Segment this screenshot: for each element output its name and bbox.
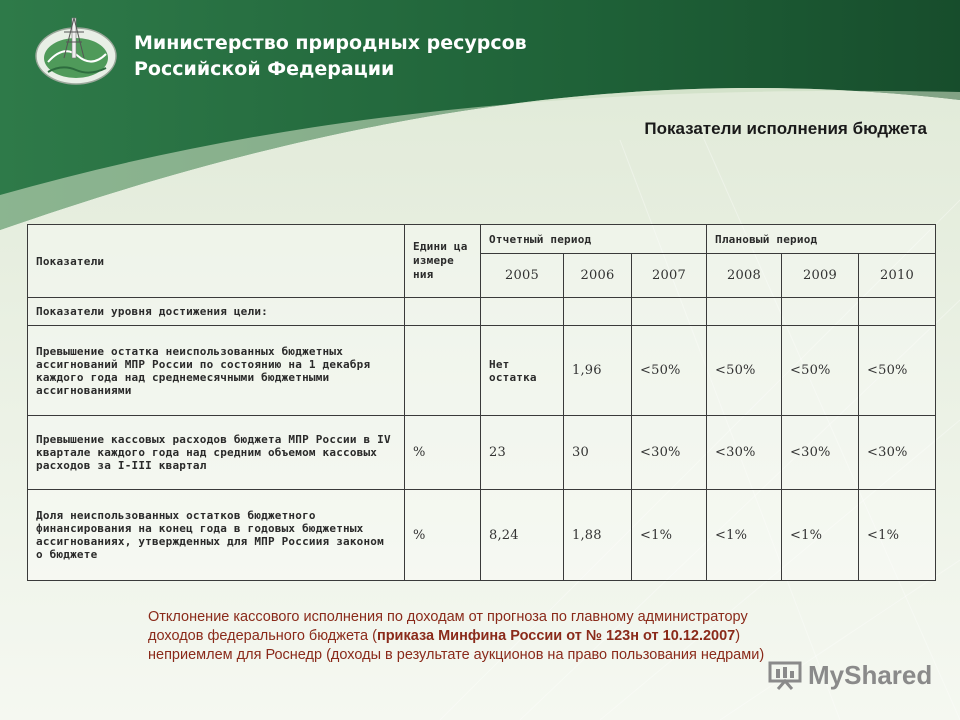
note-line3: неприемлем для Роснедр (доходы в результате аукционов на право пользования недрами) xyxy=(148,647,765,663)
value-cell: <1% xyxy=(782,490,859,581)
value-cell: 30 xyxy=(564,416,632,490)
table-row xyxy=(28,416,936,490)
year-cell: 2009 xyxy=(782,254,859,298)
ministry-name xyxy=(134,30,527,82)
note-order-reference: приказа Минфина России от № 123н от 10.12.2007 xyxy=(376,628,736,644)
row-unit: % xyxy=(405,416,481,490)
value-cell: 23 xyxy=(481,416,564,490)
value-cell: <30% xyxy=(859,416,936,490)
year-cell: 2008 xyxy=(707,254,782,298)
section-row xyxy=(28,298,936,326)
value-cell: <50% xyxy=(782,326,859,416)
value-cell: 8,24 xyxy=(481,490,564,581)
slide-title: Показатели исполнения бюджета xyxy=(644,119,927,138)
table-row xyxy=(28,490,936,581)
row-label: Доля неиспользованных остатков бюджетного финансирования на конец года в годовых бюджетных ассигнованиях, утвержденных для МПР Россиия законом о бюджете xyxy=(28,490,405,581)
year-cell: 2006 xyxy=(564,254,632,298)
value-cell: 1,96 xyxy=(564,326,632,416)
value-cell: <50% xyxy=(707,326,782,416)
note-line1: Отклонение кассового исполнения по доходам от прогноза по главному администратору xyxy=(148,609,748,625)
row-label: Превышение кассовых расходов бюджета МПР России в IV квартале каждого года над средним объемом кассовых расходов за I-III квартал xyxy=(28,416,405,490)
value-cell: Нет остатка xyxy=(481,326,564,416)
revenue-deviation-note xyxy=(148,608,848,665)
value-cell: <30% xyxy=(707,416,782,490)
year-cell: 2005 xyxy=(481,254,564,298)
watermark xyxy=(768,660,932,691)
presentation-icon xyxy=(768,661,802,691)
table-header-row xyxy=(28,225,936,254)
value-cell: <30% xyxy=(782,416,859,490)
ministry-name-line2: Российской Федерации xyxy=(134,58,395,80)
header-unit: Едини ца измере ния xyxy=(405,225,481,298)
value-cell: <50% xyxy=(632,326,707,416)
header-reporting-period: Отчетный период xyxy=(481,225,707,254)
value-cell: <1% xyxy=(859,490,936,581)
row-unit xyxy=(405,326,481,416)
section-label: Показатели уровня достижения цели: xyxy=(28,298,405,326)
budget-indicators-table xyxy=(27,224,936,581)
value-cell: <1% xyxy=(632,490,707,581)
header-indicators: Показатели xyxy=(28,225,405,298)
value-cell: 1,88 xyxy=(564,490,632,581)
note-line2-pre: доходов федерального бюджета ( xyxy=(148,628,377,644)
ministry-name-line1: Министерство природных ресурсов xyxy=(134,32,527,54)
year-cell: 2010 xyxy=(859,254,936,298)
value-cell: <1% xyxy=(707,490,782,581)
row-label: Превышение остатка неиспользованных бюджетных ассигнований МПР России по состоянию на 1 декабря каждого года над среднемесячными бюджетными ассигнованиями xyxy=(28,326,405,416)
header-planned-period: Плановый период xyxy=(707,225,936,254)
year-cell: 2007 xyxy=(632,254,707,298)
row-unit: % xyxy=(405,490,481,581)
watermark-text: MyShared xyxy=(808,660,933,690)
ministry-logo xyxy=(34,14,118,86)
note-line2-post: ) xyxy=(735,628,741,644)
table-row xyxy=(28,326,936,416)
note-line2 xyxy=(148,627,848,646)
value-cell: <30% xyxy=(632,416,707,490)
value-cell: <50% xyxy=(859,326,936,416)
